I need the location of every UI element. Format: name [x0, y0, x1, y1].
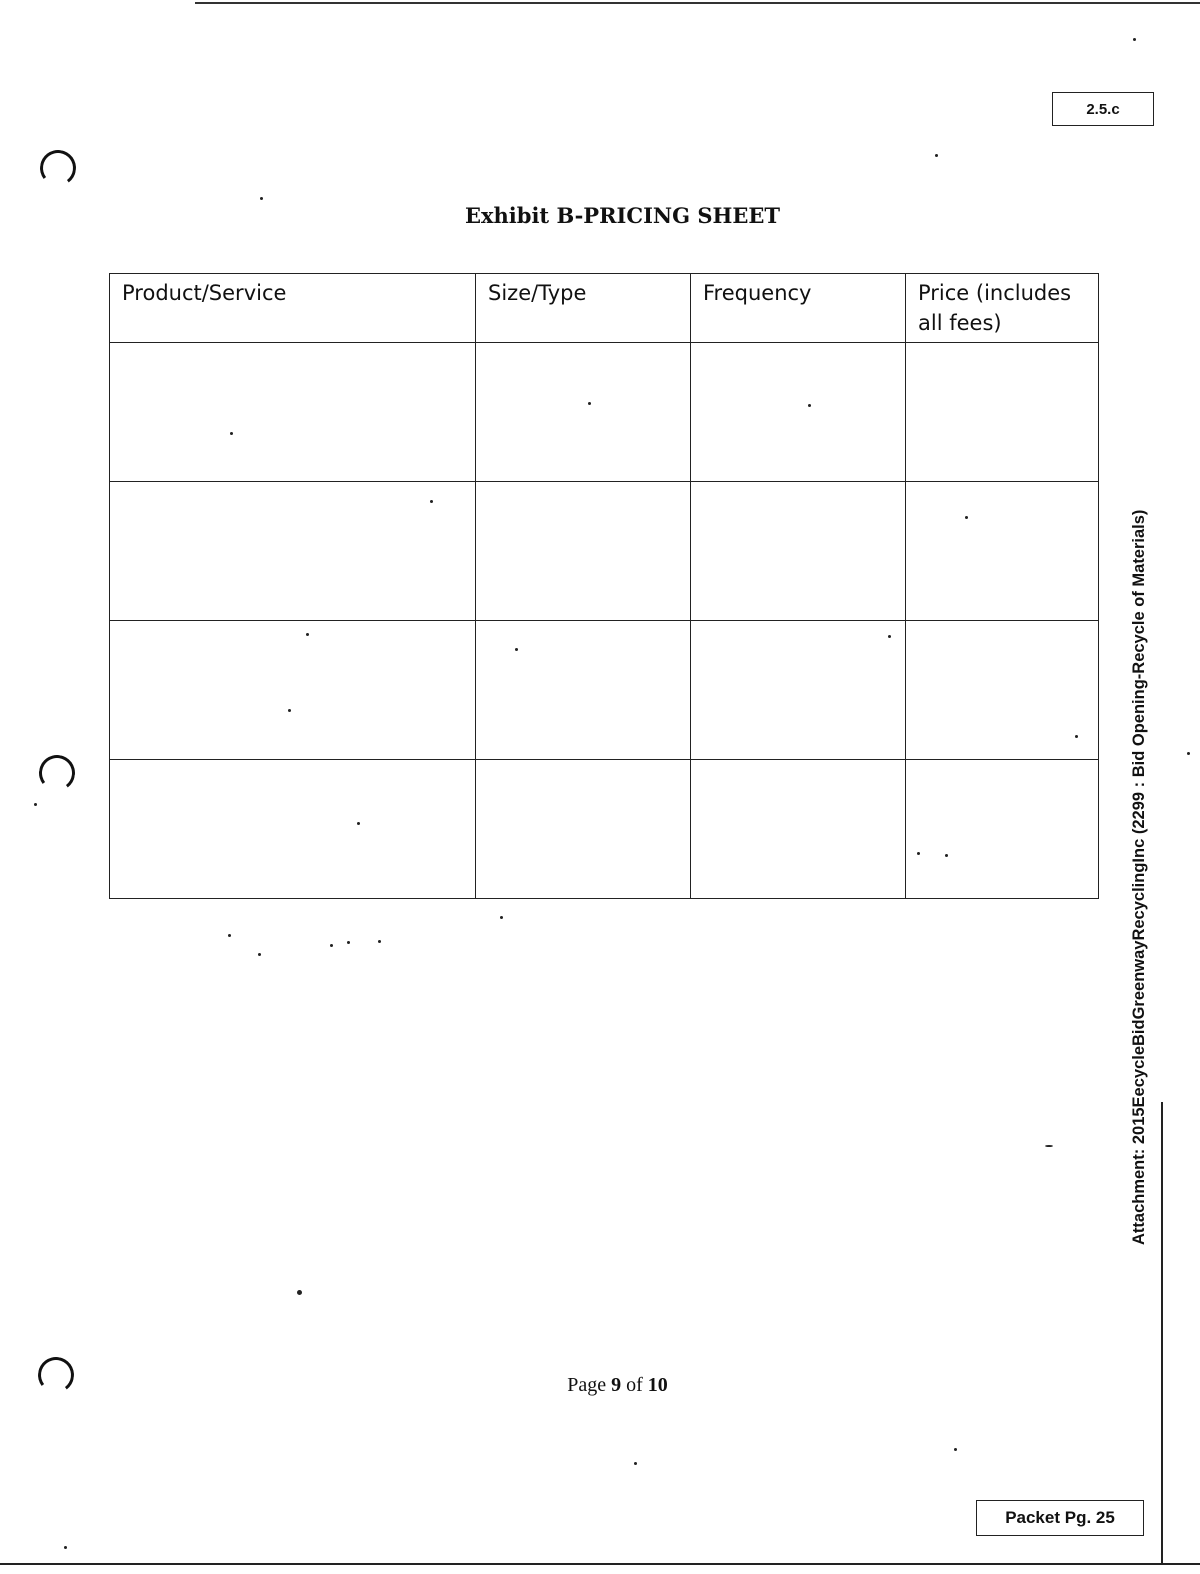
table-cell[interactable]: [110, 621, 476, 760]
page-number: [0, 1374, 1200, 1397]
scan-speck: [260, 197, 263, 200]
table-cell[interactable]: [691, 482, 906, 621]
punch-hole-icon: [37, 753, 78, 794]
scan-speck: [917, 852, 920, 855]
table-row: [110, 760, 1099, 899]
table-header-row: [110, 274, 1099, 343]
scan-speck: [347, 941, 350, 944]
scan-speck: [1133, 38, 1136, 41]
scan-speck: [500, 916, 503, 919]
scan-speck: [357, 822, 360, 825]
scan-speck: [297, 1290, 302, 1295]
scan-speck: [1187, 752, 1190, 755]
table-cell[interactable]: [906, 482, 1099, 621]
table-cell[interactable]: [476, 343, 691, 482]
scan-speck: [288, 709, 291, 712]
table-row: [110, 482, 1099, 621]
scan-speck: [430, 500, 433, 503]
page-of: of: [621, 1374, 648, 1396]
table-cell[interactable]: [691, 760, 906, 899]
column-header-frequency: Frequency: [691, 274, 906, 343]
scan-speck: [808, 404, 811, 407]
page-total: 10: [647, 1374, 668, 1396]
right-scan-edge: [1161, 1102, 1163, 1564]
scan-speck: [1075, 735, 1078, 738]
scan-speck: [258, 953, 261, 956]
table-cell[interactable]: [476, 482, 691, 621]
scan-speck: [34, 803, 37, 806]
table-cell[interactable]: [476, 621, 691, 760]
table-cell[interactable]: [691, 343, 906, 482]
packet-page-badge: Packet Pg. 25: [976, 1500, 1144, 1536]
column-header-size-type: Size/Type: [476, 274, 691, 343]
scan-speck: [378, 940, 381, 943]
column-header-price: Price (includes all fees): [906, 274, 1099, 343]
table-cell[interactable]: [476, 760, 691, 899]
scan-speck: [965, 516, 968, 519]
punch-hole-icon: [38, 148, 79, 189]
document-title: Exhibit B-PRICING SHEET: [465, 203, 780, 228]
table-cell[interactable]: [906, 760, 1099, 899]
table-cell[interactable]: [110, 482, 476, 621]
scan-speck: [888, 635, 891, 638]
table-cell[interactable]: [906, 343, 1099, 482]
scan-speck: [935, 154, 938, 157]
table-cell[interactable]: [110, 343, 476, 482]
table-row: [110, 343, 1099, 482]
table-cell[interactable]: [691, 621, 906, 760]
page-current: 9: [611, 1374, 622, 1396]
attachment-label: Attachment: 2015EecycleBidGreenwayRecyclingInc (2299 : Bid Opening-Recycle of Materials): [1130, 509, 1148, 1245]
scan-speck: [588, 402, 591, 405]
scan-speck: [1045, 1145, 1053, 1147]
table-cell[interactable]: [110, 760, 476, 899]
scan-speck: [230, 432, 233, 435]
pricing-table: [109, 273, 1099, 899]
bottom-scan-edge: [0, 1563, 1200, 1565]
scan-speck: [634, 1462, 637, 1465]
scan-speck: [954, 1448, 957, 1451]
scan-speck: [64, 1546, 67, 1549]
page-prefix: Page: [567, 1374, 612, 1396]
scan-speck: [515, 648, 518, 651]
scan-speck: [330, 944, 333, 947]
scan-speck: [228, 934, 231, 937]
scan-speck: [306, 633, 309, 636]
table-row: [110, 621, 1099, 760]
top-scan-edge: [195, 2, 1200, 4]
column-header-product-service: Product/Service: [110, 274, 476, 343]
section-badge: 2.5.c: [1052, 92, 1154, 126]
scan-speck: [945, 854, 948, 857]
table-cell[interactable]: [906, 621, 1099, 760]
